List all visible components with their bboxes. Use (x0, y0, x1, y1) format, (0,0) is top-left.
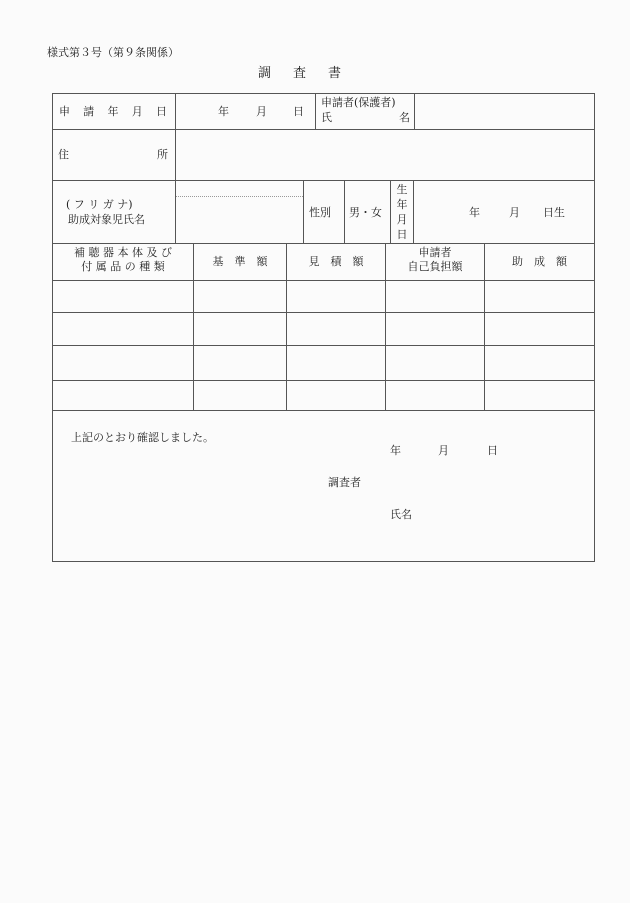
item-cell[interactable] (287, 346, 385, 380)
application-date-label: 申 請 年 月 日 (59, 105, 167, 118)
item-cell[interactable] (386, 313, 484, 345)
title-char: 調 (258, 66, 272, 81)
item-cell[interactable] (287, 381, 385, 410)
applicant-name-label: 氏 名 (321, 111, 410, 124)
confirmation-month: 月 (438, 444, 449, 457)
item-cell[interactable] (287, 281, 385, 312)
divider (52, 243, 595, 244)
item-cell[interactable] (194, 346, 286, 380)
applicant-name-field[interactable] (415, 94, 594, 129)
child-name-label: 助成対象児氏名 (68, 213, 145, 226)
title-char: 書 (328, 66, 342, 81)
confirmation-day: 日 (487, 444, 498, 457)
item-cell[interactable] (53, 281, 193, 312)
address-field[interactable] (176, 130, 594, 180)
furigana-label: ( フ リ ガ ナ) (66, 198, 133, 211)
item-cell[interactable] (386, 281, 484, 312)
furigana-field[interactable] (176, 181, 303, 196)
item-cell[interactable] (485, 381, 594, 410)
gender-options[interactable]: 男・女 (349, 206, 382, 219)
item-cell[interactable] (53, 346, 193, 380)
gender-label: 性別 (309, 206, 331, 219)
item-cell[interactable] (485, 281, 594, 312)
birthdate-label: 生 年 月 日 (396, 183, 408, 241)
confirmation-statement: 上記のとおり確認しました。 (71, 431, 214, 444)
item-cell[interactable] (194, 281, 286, 312)
item-cell[interactable] (386, 346, 484, 380)
divider (303, 180, 304, 243)
birthdate-field[interactable]: 年 月 日生 (469, 206, 565, 219)
document-title (258, 62, 363, 81)
header-estimate-amount: 見 積 額 (308, 255, 364, 268)
item-cell[interactable] (194, 313, 286, 345)
header-subsidy-amount: 助 成 額 (512, 255, 567, 268)
title-char: 査 (293, 66, 307, 81)
item-cell[interactable] (53, 313, 193, 345)
item-cell[interactable] (386, 381, 484, 410)
item-cell[interactable] (194, 381, 286, 410)
header-item-type: 補 聴 器 本 体 及 び 付 属 品 の 種 類 (74, 246, 172, 273)
item-cell[interactable] (485, 313, 594, 345)
address-label: 住 所 (58, 148, 168, 161)
form-number: 様式第３号（第９条関係） (47, 46, 179, 59)
investigator-label: 調査者 (328, 476, 361, 489)
item-cell[interactable] (287, 313, 385, 345)
item-cell[interactable] (53, 381, 193, 410)
divider (52, 410, 595, 411)
header-standard-amount: 基 準 額 (212, 255, 268, 268)
divider (344, 180, 345, 243)
investigator-name-field[interactable] (420, 503, 590, 523)
applicant-label: 申請者(保護者) (321, 96, 396, 109)
item-cell[interactable] (485, 346, 594, 380)
divider (315, 93, 316, 129)
child-name-field[interactable] (176, 197, 303, 243)
investigator-name-label: 氏名 (390, 508, 412, 521)
header-self-pay: 申請者 自己負担額 (407, 246, 463, 273)
application-date-field[interactable]: 年 月 日 (218, 105, 304, 118)
confirmation-year: 年 (390, 444, 401, 457)
